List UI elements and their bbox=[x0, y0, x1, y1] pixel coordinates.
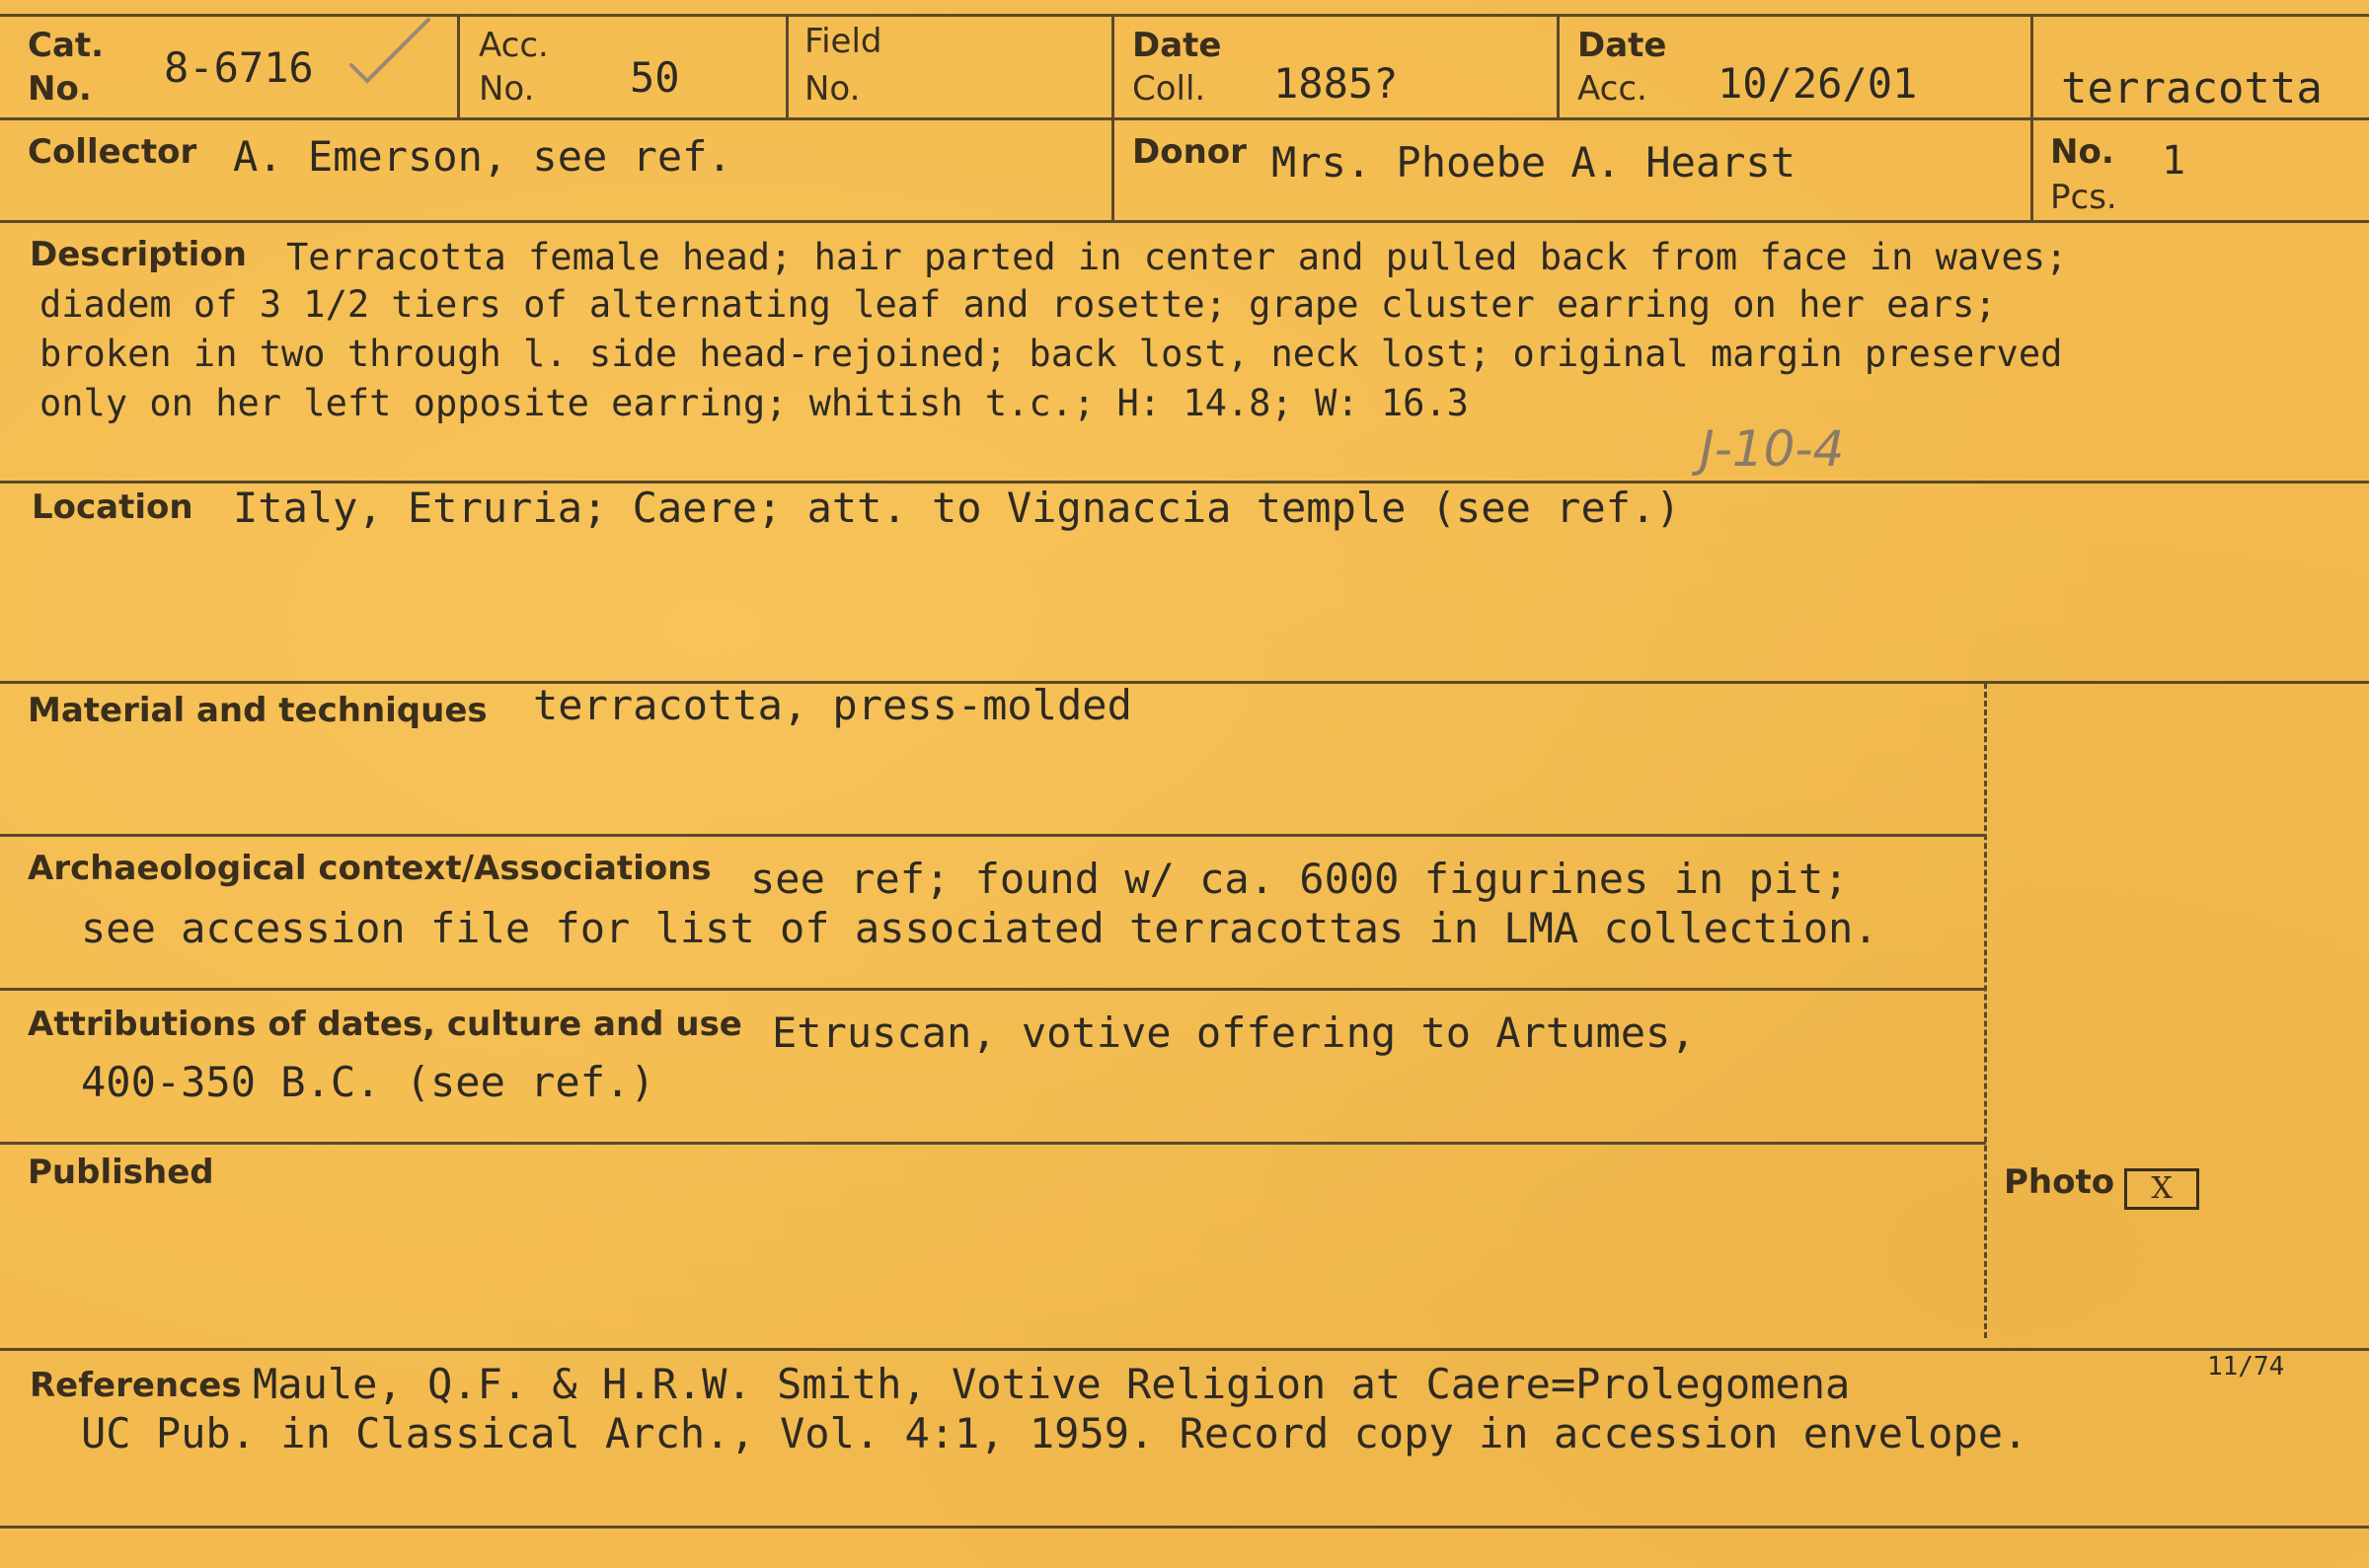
date-acc-label-1: Date bbox=[1577, 26, 1667, 65]
cat-label-2: No. bbox=[28, 69, 92, 109]
rule-archaeological-bottom bbox=[0, 988, 1986, 991]
references-line-1: Maule, Q.F. & H.R.W. Smith, Votive Religion at Caere=Prolegomena bbox=[253, 1360, 1851, 1408]
date-coll: 1885? bbox=[1273, 59, 1399, 108]
rule-published-bottom bbox=[0, 1348, 2369, 1351]
photo-checkbox[interactable] bbox=[2124, 1168, 2199, 1210]
archaeological-label: Archaeological context/Associations bbox=[28, 849, 712, 888]
description-line-1: Terracotta female head; hair parted in center and pulled back from face in waves; bbox=[286, 236, 2068, 278]
donor-label: Donor bbox=[1132, 132, 1247, 172]
archaeological-line-1: see ref; found w/ ca. 6000 figurines in pit; bbox=[750, 855, 1849, 903]
rule-location-bottom bbox=[0, 681, 2369, 684]
collector-label: Collector bbox=[28, 132, 197, 172]
form-code: 11/74 bbox=[2207, 1352, 2285, 1381]
cat-label-1: Cat. bbox=[28, 26, 105, 65]
date-acc-label-2: Acc. bbox=[1577, 69, 1647, 109]
pcs-value: 1 bbox=[2162, 138, 2186, 184]
archaeological-line-2: see accession file for list of associated terracottas in LMA collection. bbox=[81, 904, 1878, 952]
rule-material-bottom bbox=[0, 834, 1986, 837]
rule-header-bottom bbox=[0, 117, 2369, 120]
acc-no: 50 bbox=[630, 53, 680, 102]
material-short: terracotta bbox=[2061, 63, 2323, 113]
rule-v-dateacc bbox=[2030, 14, 2033, 223]
location-label: Location bbox=[32, 487, 193, 527]
field-label-1: Field bbox=[804, 22, 882, 61]
rule-bottom bbox=[0, 1526, 2369, 1529]
date-coll-label-1: Date bbox=[1132, 26, 1222, 65]
rule-v-dashed bbox=[1984, 683, 1987, 1338]
attributions-line-2: 400-350 B.C. (see ref.) bbox=[81, 1058, 655, 1106]
references-label: References bbox=[30, 1366, 242, 1405]
pcs-label-1: No. bbox=[2050, 132, 2114, 172]
rule-v-cat bbox=[457, 14, 460, 119]
material-label: Material and techniques bbox=[28, 691, 488, 730]
field-label-2: No. bbox=[804, 69, 861, 109]
location-value: Italy, Etruria; Caere; att. to Vignaccia temple (see ref.) bbox=[233, 484, 1681, 532]
attributions-label: Attributions of dates, culture and use bbox=[28, 1005, 742, 1044]
attributions-line-1: Etruscan, votive offering to Artumes, bbox=[772, 1008, 1696, 1057]
description-line-4: only on her left opposite earring; whitish t.c.; H: 14.8; W: 16.3 bbox=[39, 382, 1469, 424]
material-value: terracotta, press-molded bbox=[533, 681, 1132, 729]
rule-row2-bottom bbox=[0, 220, 2369, 223]
description-label: Description bbox=[30, 235, 247, 274]
date-coll-label-2: Coll. bbox=[1132, 69, 1206, 109]
donor-value: Mrs. Phoebe A. Hearst bbox=[1271, 138, 1796, 187]
description-line-2: diadem of 3 1/2 tiers of alternating leaf and rosette; grape cluster earring on her ears; bbox=[39, 283, 1997, 326]
photo-check-mark: X bbox=[2151, 1171, 2173, 1206]
published-label: Published bbox=[28, 1153, 214, 1192]
rule-attributions-bottom bbox=[0, 1142, 1986, 1145]
rule-v-datecoll bbox=[1557, 14, 1560, 119]
rule-v-field bbox=[1111, 14, 1114, 223]
pcs-label-2: Pcs. bbox=[2050, 178, 2117, 217]
check-mark-icon bbox=[345, 14, 434, 88]
rule-v-acc bbox=[786, 14, 789, 119]
acc-label-2: No. bbox=[479, 69, 535, 109]
photo-label: Photo bbox=[2004, 1162, 2115, 1202]
acc-label-1: Acc. bbox=[479, 26, 549, 65]
cat-no: 8-6716 bbox=[164, 43, 314, 92]
description-line-3: broken in two through l. side head-rejoined; back lost, neck lost; original margin preserved bbox=[39, 333, 2063, 375]
references-line-2: UC Pub. in Classical Arch., Vol. 4:1, 1959. Record copy in accession envelope. bbox=[81, 1409, 2028, 1457]
handwritten-annotation: J-10-4 bbox=[1700, 420, 1845, 478]
collector-value: A. Emerson, see ref. bbox=[233, 132, 732, 181]
date-acc: 10/26/01 bbox=[1718, 59, 1918, 108]
